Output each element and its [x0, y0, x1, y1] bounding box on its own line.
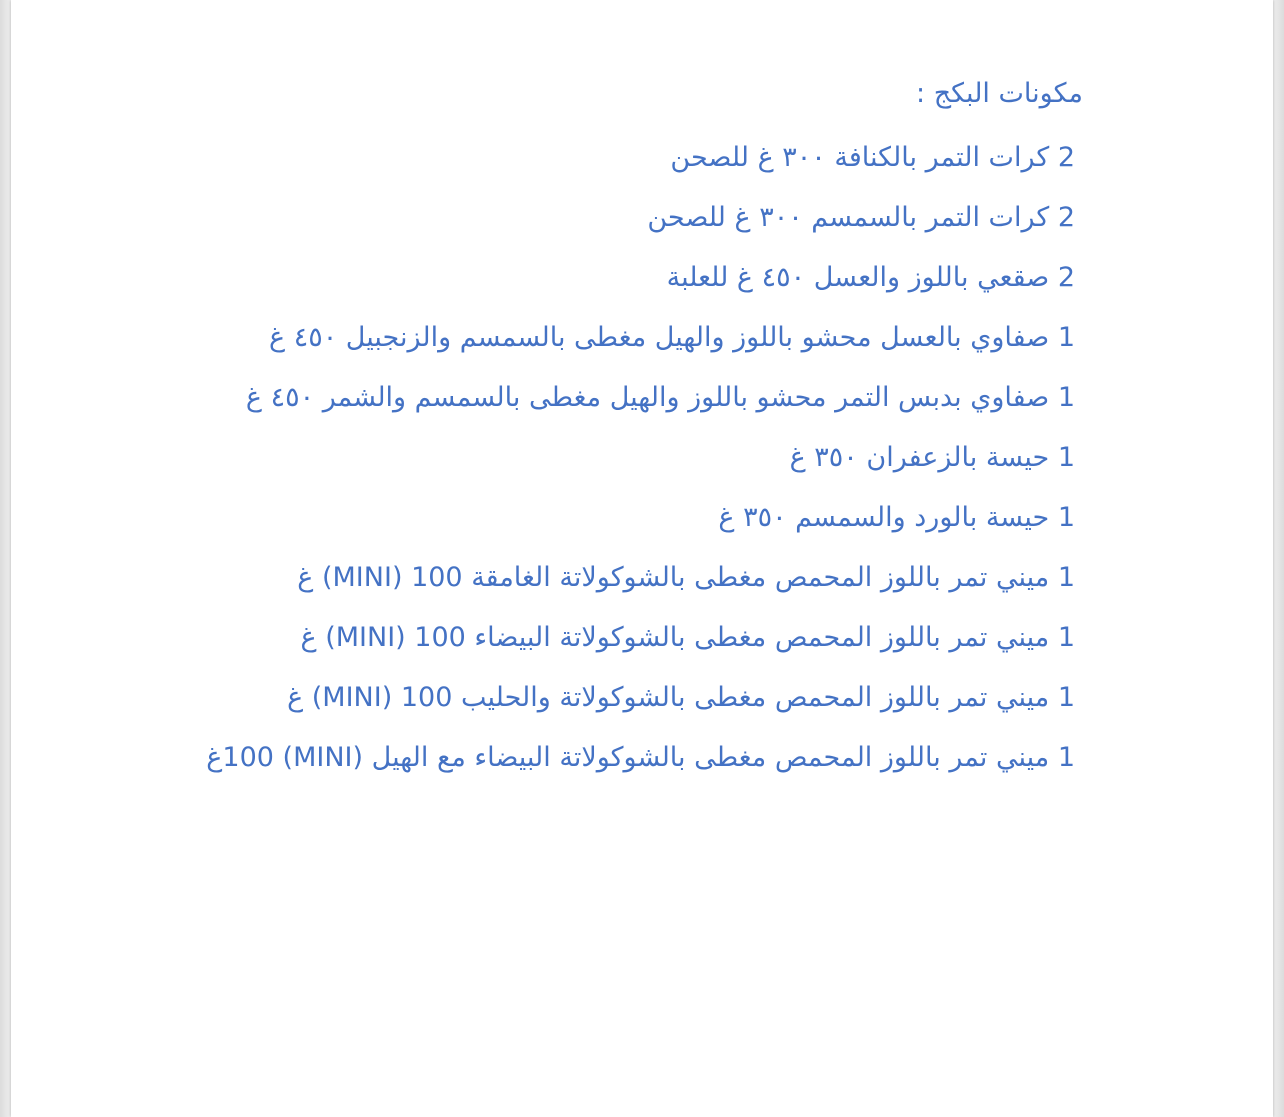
document-content	[200, 70, 1083, 778]
package-contents-heading: مكونات البكج :	[916, 78, 1083, 109]
list-item: 1 حيسة بالورد والسمسم ٣٥٠ غ	[718, 502, 1075, 533]
list-item: 2 كرات التمر بالسمسم ٣٠٠ غ للصحن	[647, 202, 1075, 233]
list-item: 1 حيسة بالزعفران ٣٥٠ غ	[789, 442, 1075, 473]
list-item: 1 ميني تمر باللوز المحمص مغطى بالشوكولاتة البيضاء مع الهيل (MINI) 100غ	[206, 742, 1075, 773]
list-item: 2 كرات التمر بالكنافة ٣٠٠ غ للصحن	[670, 142, 1075, 173]
page-left-margin	[0, 0, 11, 1117]
list-item: 1 صفاوي بدبس التمر محشو باللوز والهيل مغطى بالسمسم والشمر ٤٥٠ غ	[245, 382, 1075, 413]
list-item: 2 صقعي باللوز والعسل ٤٥٠ غ للعلبة	[666, 262, 1075, 293]
list-item: 1 ميني تمر باللوز المحمص مغطى بالشوكولاتة البيضاء 100 (MINI) غ	[300, 622, 1075, 653]
list-item: 1 صفاوي بالعسل محشو باللوز والهيل مغطى بالسمسم والزنجبيل ٤٥٠ غ	[269, 322, 1075, 353]
page-right-margin	[1273, 0, 1284, 1117]
list-item: 1 ميني تمر باللوز المحمص مغطى بالشوكولاتة الغامقة 100 (MINI) غ	[297, 562, 1075, 593]
list-item: 1 ميني تمر باللوز المحمص مغطى بالشوكولاتة والحليب 100 (MINI) غ	[287, 682, 1075, 713]
